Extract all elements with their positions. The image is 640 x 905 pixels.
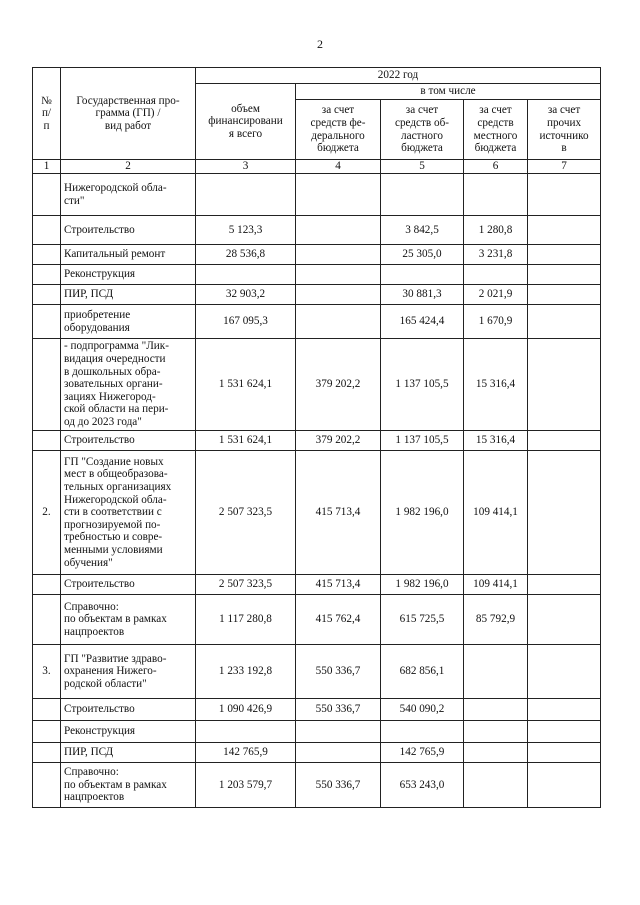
row-local <box>464 743 528 763</box>
row-other <box>528 645 601 699</box>
row-name: Реконструкция <box>61 265 196 285</box>
row-other <box>528 339 601 431</box>
header-year: 2022 год <box>196 68 601 84</box>
table-row <box>33 763 601 808</box>
row-name: Справочно: по объектам в рамках нацпроектов <box>61 763 196 808</box>
row-regional <box>381 174 464 216</box>
table-row <box>33 743 601 763</box>
table-row <box>33 431 601 451</box>
row-number <box>33 305 61 339</box>
header-regional: за счет средств об- ластного бюджета <box>381 100 464 160</box>
row-other <box>528 305 601 339</box>
row-name: ГП "Создание новых мест в общеобразова- тельных организациях Нижегородской обла- сти в соответствии с прогнозируемой по- требностью и совре- менными условиями обучения" <box>61 451 196 575</box>
row-local <box>464 699 528 721</box>
row-total: 1 117 280,8 <box>196 595 296 645</box>
row-regional: 142 765,9 <box>381 743 464 763</box>
row-number: 3. <box>33 645 61 699</box>
table-row <box>33 265 601 285</box>
row-regional: 1 137 105,5 <box>381 431 464 451</box>
row-local: 3 231,8 <box>464 245 528 265</box>
row-regional: 165 424,4 <box>381 305 464 339</box>
row-other <box>528 216 601 245</box>
row-regional: 25 305,0 <box>381 245 464 265</box>
row-number <box>33 575 61 595</box>
row-local <box>464 721 528 743</box>
table-row <box>33 451 601 575</box>
row-federal: 550 336,7 <box>296 699 381 721</box>
row-local: 1 280,8 <box>464 216 528 245</box>
row-other <box>528 451 601 575</box>
row-name: Строительство <box>61 216 196 245</box>
row-federal <box>296 305 381 339</box>
row-local <box>464 763 528 808</box>
index-cell: 7 <box>528 160 601 174</box>
index-cell: 2 <box>61 160 196 174</box>
row-federal <box>296 245 381 265</box>
table-row <box>33 216 601 245</box>
row-federal <box>296 174 381 216</box>
row-local <box>464 265 528 285</box>
table-row <box>33 721 601 743</box>
row-federal <box>296 721 381 743</box>
row-name: ПИР, ПСД <box>61 285 196 305</box>
row-other <box>528 699 601 721</box>
row-federal <box>296 743 381 763</box>
row-regional <box>381 265 464 285</box>
row-number: 2. <box>33 451 61 575</box>
row-regional: 615 725,5 <box>381 595 464 645</box>
row-number <box>33 285 61 305</box>
index-cell: 5 <box>381 160 464 174</box>
row-local: 2 021,9 <box>464 285 528 305</box>
row-number <box>33 339 61 431</box>
row-name: Реконструкция <box>61 721 196 743</box>
row-other <box>528 245 601 265</box>
header-program: Государственная про- грамма (ГП) / вид работ <box>61 68 196 160</box>
row-federal: 379 202,2 <box>296 431 381 451</box>
table-row <box>33 174 601 216</box>
row-local: 109 414,1 <box>464 575 528 595</box>
row-other <box>528 575 601 595</box>
row-total: 142 765,9 <box>196 743 296 763</box>
index-cell: 6 <box>464 160 528 174</box>
row-local <box>464 645 528 699</box>
row-other <box>528 743 601 763</box>
row-other <box>528 265 601 285</box>
row-number <box>33 699 61 721</box>
row-name: - подпрограмма "Лик- видация очередности в дошкольных обра- зовательных органи- зациях Нижегород- ской области на пери- од до 2023 года" <box>61 339 196 431</box>
row-number <box>33 265 61 285</box>
row-regional: 682 856,1 <box>381 645 464 699</box>
row-name: Нижегородской обла- сти" <box>61 174 196 216</box>
row-name: Капитальный ремонт <box>61 245 196 265</box>
row-number <box>33 174 61 216</box>
row-other <box>528 595 601 645</box>
row-regional: 1 982 196,0 <box>381 451 464 575</box>
row-regional: 3 842,5 <box>381 216 464 245</box>
row-total: 2 507 323,5 <box>196 451 296 575</box>
row-regional: 540 090,2 <box>381 699 464 721</box>
budget-table <box>32 67 601 808</box>
row-regional: 653 243,0 <box>381 763 464 808</box>
row-federal <box>296 285 381 305</box>
header-federal: за счет средств фе- дерального бюджета <box>296 100 381 160</box>
row-total: 2 507 323,5 <box>196 575 296 595</box>
row-number <box>33 743 61 763</box>
table-row <box>33 339 601 431</box>
row-name: Справочно: по объектам в рамках нацпроектов <box>61 595 196 645</box>
row-total <box>196 174 296 216</box>
row-local: 85 792,9 <box>464 595 528 645</box>
row-name: ПИР, ПСД <box>61 743 196 763</box>
row-number <box>33 245 61 265</box>
table-row <box>33 305 601 339</box>
header-including: в том числе <box>296 84 601 100</box>
row-total: 167 095,3 <box>196 305 296 339</box>
row-number <box>33 216 61 245</box>
row-federal: 550 336,7 <box>296 645 381 699</box>
row-local: 15 316,4 <box>464 339 528 431</box>
row-federal: 550 336,7 <box>296 763 381 808</box>
header-index-row <box>33 160 601 174</box>
index-cell: 3 <box>196 160 296 174</box>
row-name: ГП "Развитие здраво- охранения Нижего- родской области" <box>61 645 196 699</box>
row-local <box>464 174 528 216</box>
row-number <box>33 763 61 808</box>
table-row <box>33 645 601 699</box>
row-other <box>528 721 601 743</box>
row-regional <box>381 721 464 743</box>
row-federal: 415 713,4 <box>296 451 381 575</box>
row-number <box>33 431 61 451</box>
row-total: 1 233 192,8 <box>196 645 296 699</box>
row-name: Строительство <box>61 431 196 451</box>
row-total: 1 531 624,1 <box>196 339 296 431</box>
row-total: 5 123,3 <box>196 216 296 245</box>
row-other <box>528 174 601 216</box>
table-row <box>33 575 601 595</box>
header-total: объем финансировани я всего <box>196 84 296 160</box>
row-total <box>196 721 296 743</box>
row-total: 32 903,2 <box>196 285 296 305</box>
row-regional: 1 137 105,5 <box>381 339 464 431</box>
row-name: Строительство <box>61 699 196 721</box>
table-row <box>33 595 601 645</box>
row-federal: 379 202,2 <box>296 339 381 431</box>
row-total <box>196 265 296 285</box>
row-total: 1 090 426,9 <box>196 699 296 721</box>
page-number: 2 <box>317 37 323 51</box>
row-regional: 30 881,3 <box>381 285 464 305</box>
row-other <box>528 431 601 451</box>
row-total: 1 203 579,7 <box>196 763 296 808</box>
row-total: 1 531 624,1 <box>196 431 296 451</box>
row-number <box>33 595 61 645</box>
header-other: за счет прочих источнико в <box>528 100 601 160</box>
row-regional: 1 982 196,0 <box>381 575 464 595</box>
row-federal: 415 762,4 <box>296 595 381 645</box>
row-other <box>528 763 601 808</box>
row-federal <box>296 216 381 245</box>
row-local: 1 670,9 <box>464 305 528 339</box>
table-row <box>33 699 601 721</box>
index-cell: 1 <box>33 160 61 174</box>
row-number <box>33 721 61 743</box>
index-cell: 4 <box>296 160 381 174</box>
row-local: 15 316,4 <box>464 431 528 451</box>
row-federal <box>296 265 381 285</box>
row-other <box>528 285 601 305</box>
row-local: 109 414,1 <box>464 451 528 575</box>
table-row <box>33 285 601 305</box>
header-number: № п/ п <box>33 68 61 160</box>
table-row <box>33 245 601 265</box>
row-name: Строительство <box>61 575 196 595</box>
header-local: за счет средств местного бюджета <box>464 100 528 160</box>
row-federal: 415 713,4 <box>296 575 381 595</box>
row-total: 28 536,8 <box>196 245 296 265</box>
row-name: приобретение оборудования <box>61 305 196 339</box>
